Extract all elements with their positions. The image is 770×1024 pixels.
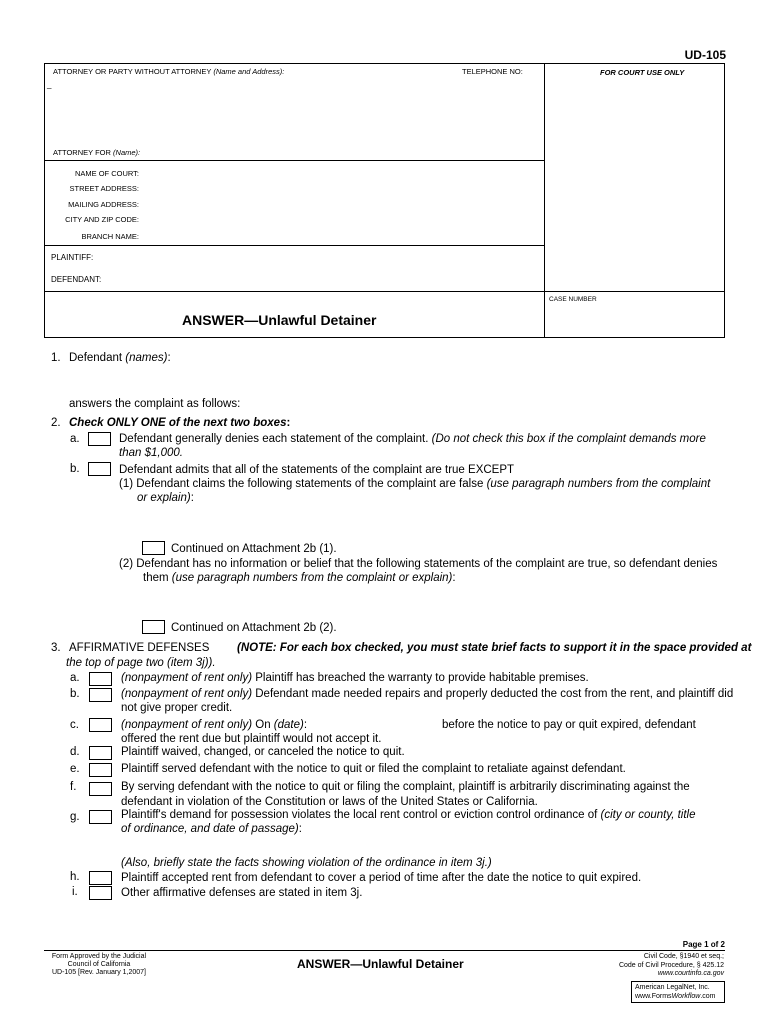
page-number: Page 1 of 2 bbox=[682, 940, 725, 949]
defense-e-text: Plaintiff served defendant with the notice to quit or filed the complaint to retaliate against defendant. bbox=[121, 763, 626, 775]
defense-g-cont: of ordinance, and date of passage): bbox=[121, 823, 302, 835]
item3-note-cont: the top of page two (item 3j)). bbox=[66, 657, 216, 669]
attorney-name-field[interactable]: _ bbox=[47, 80, 52, 89]
defense-h-checkbox[interactable] bbox=[89, 871, 112, 885]
defense-c-checkbox[interactable] bbox=[89, 718, 112, 732]
defense-c-letter: c. bbox=[70, 719, 79, 731]
item2a-note: than $1,000. bbox=[119, 447, 183, 459]
defense-d-checkbox[interactable] bbox=[89, 746, 112, 760]
item2-heading: Check ONLY ONE of the next two boxes: bbox=[69, 417, 291, 429]
item1-label: Defendant (names): bbox=[69, 352, 171, 364]
defense-b-letter: b. bbox=[70, 688, 80, 700]
attachment-2b1-checkbox[interactable] bbox=[142, 541, 165, 555]
attorney-label: ATTORNEY OR PARTY WITHOUT ATTORNEY (Name and Address): bbox=[53, 67, 285, 76]
item1-answers-text: answers the complaint as follows: bbox=[69, 398, 241, 410]
defense-g-text: Plaintiff's demand for possession violates the local rent control or eviction control ordinance of (city or county, title bbox=[121, 809, 696, 821]
attachment-2b2-checkbox[interactable] bbox=[142, 620, 165, 634]
item2b1-text: (1) Defendant claims the following statements of the complaint are false (use paragraph numbers from the complaint bbox=[119, 478, 711, 490]
defense-c-text: (nonpayment of rent only) On (date): bbox=[121, 719, 308, 731]
item2b2-cont: them (use paragraph numbers from the complaint or explain): bbox=[143, 572, 456, 584]
code-citations: Civil Code, §1940 et seq.; Code of Civil Procedure, § 425.12 www.courtinfo.ca.gov bbox=[618, 953, 724, 977]
publisher-box: American LegalNet, Inc. www.FormsWorkflow.com bbox=[631, 981, 725, 1003]
item2b2-text: (2) Defendant has no information or belief that the following statements of the complaint are true, so defendant denies bbox=[119, 558, 718, 570]
item2a-letter: a. bbox=[70, 433, 80, 445]
attachment-2b1-label: Continued on Attachment 2b (1). bbox=[171, 543, 337, 555]
defense-h-letter: h. bbox=[70, 871, 80, 883]
case-number-label: CASE NUMBER bbox=[549, 296, 597, 303]
defense-g-also: (Also, briefly state the facts showing violation of the ordinance in item 3j.) bbox=[121, 857, 492, 869]
defense-b-text: (nonpayment of rent only) Defendant made needed repairs and properly deducted the cost from the rent, and plaintiff did bbox=[121, 688, 734, 700]
court-field-mailing: MAILING ADDRESS: bbox=[68, 200, 139, 209]
defense-f-cont: defendant in violation of the Constitution or laws of the United States or California. bbox=[121, 796, 538, 808]
attorney-for-label: ATTORNEY FOR (Name): bbox=[53, 148, 141, 157]
defense-h-text: Plaintiff accepted rent from defendant to cover a period of time after the date the notice to quit expired. bbox=[121, 872, 642, 884]
court-field-branch: BRANCH NAME: bbox=[81, 232, 139, 241]
defense-c-cont: offered the rent due but plaintiff would not accept it. bbox=[121, 733, 382, 745]
defendant-label: DEFENDANT: bbox=[51, 275, 102, 284]
item2b-checkbox[interactable] bbox=[88, 462, 111, 476]
defense-d-letter: d. bbox=[70, 746, 80, 758]
defense-f-checkbox[interactable] bbox=[89, 782, 112, 796]
item2a-text: Defendant generally denies each statement of the complaint. (Do not check this box if the complaint demands more bbox=[119, 433, 706, 445]
form-id: UD-105 bbox=[684, 48, 726, 62]
defense-b-cont: not give proper credit. bbox=[121, 702, 233, 714]
court-use-label: FOR COURT USE ONLY bbox=[600, 68, 685, 77]
defense-e-letter: e. bbox=[70, 763, 80, 775]
item3-number: 3. bbox=[51, 642, 61, 654]
court-field-street: STREET ADDRESS: bbox=[69, 184, 139, 193]
item3-note: (NOTE: For each box checked, you must state brief facts to support it in the space provided at bbox=[237, 642, 752, 654]
telephone-label: TELEPHONE NO: bbox=[462, 67, 523, 76]
form-title: ANSWER—Unlawful Detainer bbox=[182, 312, 377, 328]
defense-i-letter: i. bbox=[72, 886, 78, 898]
attachment-2b2-label: Continued on Attachment 2b (2). bbox=[171, 622, 337, 634]
footer-title: ANSWER—Unlawful Detainer bbox=[297, 957, 464, 971]
item2-number: 2. bbox=[51, 417, 61, 429]
item2a-checkbox[interactable] bbox=[88, 432, 111, 446]
court-field-city: CITY AND ZIP CODE: bbox=[65, 215, 139, 224]
defense-a-checkbox[interactable] bbox=[89, 672, 112, 686]
defense-d-text: Plaintiff waived, changed, or canceled the notice to quit. bbox=[121, 746, 405, 758]
defense-g-letter: g. bbox=[70, 811, 80, 823]
item3-heading: AFFIRMATIVE DEFENSES bbox=[69, 642, 210, 654]
defense-a-letter: a. bbox=[70, 672, 80, 684]
approval-block: Form Approved by the Judicial Council of California UD-105 [Rev. January 1,2007] bbox=[51, 953, 147, 976]
item1-number: 1. bbox=[51, 352, 61, 364]
defense-g-checkbox[interactable] bbox=[89, 810, 112, 824]
defense-c-after: before the notice to pay or quit expired, defendant bbox=[442, 719, 696, 731]
defense-e-checkbox[interactable] bbox=[89, 763, 112, 777]
plaintiff-label: PLAINTIFF: bbox=[51, 253, 94, 262]
defense-b-checkbox[interactable] bbox=[89, 688, 112, 702]
defense-f-text: By serving defendant with the notice to quit or filing the complaint, plaintiff is arbitrarily discriminating against the bbox=[121, 781, 690, 793]
item2b-text: Defendant admits that all of the statements of the complaint are true EXCEPT bbox=[119, 464, 515, 476]
item2b1-cont: or explain): bbox=[137, 492, 194, 504]
caption-box bbox=[44, 63, 725, 338]
defense-a-text: (nonpayment of rent only) Plaintiff has breached the warranty to provide habitable premises. bbox=[121, 672, 589, 684]
defense-f-letter: f. bbox=[70, 781, 77, 793]
defense-i-text: Other affirmative defenses are stated in item 3j. bbox=[121, 887, 363, 899]
defense-i-checkbox[interactable] bbox=[89, 886, 112, 900]
item2b-letter: b. bbox=[70, 463, 80, 475]
court-field-name: NAME OF COURT: bbox=[74, 169, 139, 178]
